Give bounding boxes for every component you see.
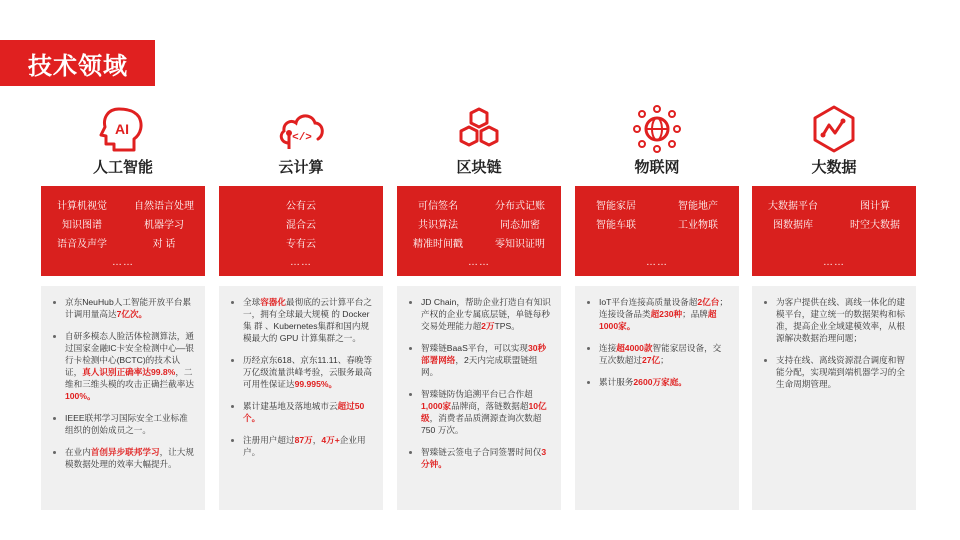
svg-text:</>: </> xyxy=(292,132,312,144)
feature-list xyxy=(219,200,383,251)
feature-item: 语音及声学 xyxy=(57,239,107,250)
blockchain-hexagon-icon xyxy=(453,103,505,155)
feature-item: 知识图谱 xyxy=(62,220,102,231)
detail-panel xyxy=(41,286,205,510)
bigdata-chart-icon xyxy=(808,103,860,155)
feature-item: 大数据平台 xyxy=(768,201,818,212)
feature-item: 工业物联 xyxy=(678,220,718,231)
column-title: 区块链 xyxy=(456,159,502,176)
feature-list xyxy=(575,200,739,232)
detail-bullet: • 连接超4000款智能家居设备，交互次数超过27亿； xyxy=(599,342,729,366)
detail-bullet: • 支持在线、离线资源混合调度和智能分配，实现端到端机器学习的全生命周期管理。 xyxy=(776,354,906,390)
feature-box xyxy=(41,186,205,276)
detail-bullet: • 智臻链防伪追溯平台已合作超1,000家品牌商，落链数据超10亿级，消费者品质溯源查询次数超750 万次。 xyxy=(421,388,551,436)
cloud-code-icon xyxy=(275,103,327,155)
feature-box xyxy=(575,186,739,276)
page-title: 技术领域 xyxy=(0,40,155,86)
feature-item: 分布式记账 xyxy=(495,201,545,212)
detail-panel xyxy=(219,286,383,510)
detail-bullet: • 智臻链BaaS平台，可以实现30秒部署网络，2天内完成联盟链组网。 xyxy=(421,342,551,378)
feature-item: 混合云 xyxy=(286,220,316,231)
detail-bullet: • 注册用户超过87万，4万+企业用户。 xyxy=(243,434,373,458)
detail-bullet: • 在业内首创异步联邦学习，让大规模数据处理的效率大幅提升。 xyxy=(65,446,195,470)
feature-box xyxy=(219,186,383,276)
feature-item: 专有云 xyxy=(286,239,316,250)
more-dots: …… xyxy=(646,257,668,268)
detail-bullet: • 为客户提供在线、离线一体化的建模平台，建立统一的数据架构和标准，提高企业全域建模效率，从根源解决数据治理问题； xyxy=(776,296,906,344)
detail-panel xyxy=(752,286,916,510)
more-dots: …… xyxy=(290,257,312,268)
detail-bullet: • JD Chain，帮助企业打造自有知识产权的企业专属底层链，单链每秒交易处理能力超2万TPS。 xyxy=(421,296,551,332)
column-title: 物联网 xyxy=(634,159,680,176)
feature-box xyxy=(397,186,561,276)
svg-text:AI: AI xyxy=(115,121,129,137)
feature-item: 智能地产 xyxy=(678,201,718,212)
more-dots: …… xyxy=(823,257,845,268)
feature-item: 机器学习 xyxy=(144,220,184,231)
feature-item: 精准时间戳 xyxy=(413,239,463,250)
detail-bullet: • 京东NeuHub人工智能开放平台累计调用量高达7亿次。 xyxy=(65,296,195,320)
feature-list xyxy=(397,200,561,251)
column-title: 大数据 xyxy=(811,159,857,176)
detail-bullet: • 累计服务2600万家庭。 xyxy=(599,376,729,388)
feature-item: 自然语言处理 xyxy=(134,201,194,212)
feature-list xyxy=(41,200,205,251)
detail-bullet: • 累计建基地及落地城市云超过50个。 xyxy=(243,400,373,424)
feature-item: 可信签名 xyxy=(418,201,458,212)
feature-item: 公有云 xyxy=(286,201,316,212)
feature-item: 智能车联 xyxy=(596,220,636,231)
detail-panel xyxy=(397,286,561,510)
detail-bullet: • 全球容器化最彻底的云计算平台之一，拥有全球最大规模 的 Docker 集 群 、Kubernetes集群和国内规模最大的 GPU 计算集群之一。 xyxy=(243,296,373,344)
detail-bullet: • IEEE联邦学习国际安全工业标准组织的创始成员之一。 xyxy=(65,412,195,436)
ai-head-icon xyxy=(97,103,149,155)
feature-item: 对 话 xyxy=(152,239,176,250)
column-title: 人工智能 xyxy=(92,159,153,176)
feature-box xyxy=(752,186,916,276)
more-dots: …… xyxy=(112,257,134,268)
feature-item: 图数据库 xyxy=(773,220,813,231)
detail-bullet: • IoT平台连接高质量设备超2亿台；连接设备品类超230种；品牌超1000家。 xyxy=(599,296,729,332)
more-dots: …… xyxy=(468,257,490,268)
feature-item: 图计算 xyxy=(860,201,890,212)
feature-item: 智能家居 xyxy=(596,201,636,212)
feature-item: 同态加密 xyxy=(500,220,540,231)
feature-item: 时空大数据 xyxy=(850,220,900,231)
detail-bullet: • 历经京东618、京东11.11、春晚等万亿级流量洪峰考验，云服务最高可用性保证达99.995%。 xyxy=(243,354,373,390)
iot-globe-icon xyxy=(631,103,683,155)
detail-panel xyxy=(575,286,739,510)
feature-item: 计算机视觉 xyxy=(57,201,107,212)
detail-bullet: • 智臻链云签电子合同签署时间仅3分钟。 xyxy=(421,446,551,470)
feature-item: 共识算法 xyxy=(418,220,458,231)
detail-bullet: • 自研多模态人脸活体检测算法，通过国家金融IC卡安全检测中心—银行卡检测中心(BCTC)的技术认证，真人识别正确率达99.8%，二维和三维头模的攻击正确拦截率达100%。 xyxy=(65,330,195,402)
feature-list xyxy=(752,200,916,232)
column-title: 云计算 xyxy=(278,159,324,176)
feature-item: 零知识证明 xyxy=(495,239,545,250)
